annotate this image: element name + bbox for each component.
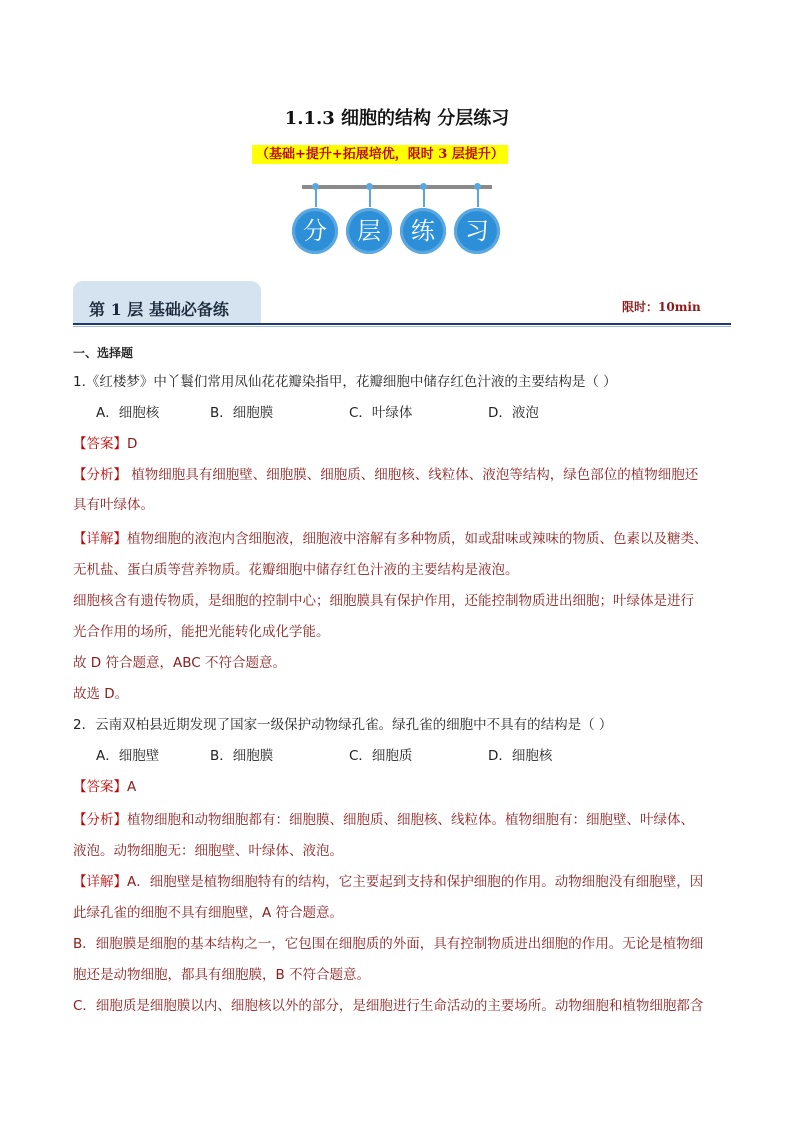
q2-option-a: A．细胞壁 [96,748,160,764]
q1-analysis-cont: 具有叶绿体。 [73,497,154,513]
q1-analysis: 【分析】 植物细胞具有细胞壁、细胞膜、细胞质、细胞核、线粒体、液泡等结构，绿色部位的植物细胞还 [73,467,699,483]
logo-bar [302,185,492,189]
q1-detail-line-5: 故 D 符合题意，ABC 不符合题意。 [73,655,286,671]
q2-option-b: B．细胞膜 [210,748,274,764]
page-title: 1.1.3 细胞的结构 分层练习 [284,108,510,129]
q1-option-a: A．细胞核 [96,405,160,421]
badge-ceng: 层 [346,208,392,254]
q1-detail: 【详解】植物细胞的液泡内含细胞液，细胞液中溶解有多种物质，如或甜味或辣味的物质、色素以及糖类、 [73,531,708,547]
q1-option-c: C．叶绿体 [349,405,413,421]
q1-detail-line-6: 故选 D。 [73,686,129,702]
q1-detail-line-2: 无机盐、蛋白质等营养物质。花瓣细胞中储存红色汁液的主要结构是液泡。 [73,562,519,578]
subtitle-banner: （基础+提升+拓展培优，限时 3 层提升） [252,145,508,164]
question-2-stem: 2．云南双柏县近期发现了国家一级保护动物绿孔雀。绿孔雀的细胞中不具有的结构是（ ） [73,717,613,733]
time-limit: 限时：10min [622,300,701,314]
level-tab-label: 第 1 层 基础必备练 [89,300,229,319]
divider-line-thin [73,326,731,327]
q2-detail-line-3: B．细胞膜是细胞的基本结构之一，它包围在细胞质的外面，具有控制物质进出细胞的作用。无论是植物细 [73,936,704,952]
level-tab [73,281,261,324]
q2-analysis: 【分析】植物细胞和动物细胞都有：细胞膜、细胞质、细胞核、线粒体。植物细胞有：细胞壁、叶绿体、 [73,812,694,828]
question-1-stem: 1.《红楼梦》中丫鬟们常用凤仙花花瓣染指甲，花瓣细胞中储存红色汁液的主要结构是（ ） [73,374,617,390]
q2-option-c: C．细胞质 [349,748,413,764]
q2-detail: 【详解】A．细胞壁是植物细胞特有的结构，它主要起到支持和保护细胞的作用。动物细胞没有细胞壁，因 [73,874,704,890]
q2-detail-line-2: 此绿孔雀的细胞不具有细胞壁，A 符合题意。 [73,905,344,921]
badge-xi: 习 [454,208,500,254]
q1-answer-value: D [127,436,138,452]
q1-detail-line-3: 细胞核含有遗传物质，是细胞的控制中心；细胞膜具有保护作用，还能控制物质进出细胞；叶绿体是进行 [73,593,694,609]
q1-detail-line-4: 光合作用的场所，能把光能转化成化学能。 [73,624,330,640]
q1-answer: 【答案】D [73,436,138,452]
q1-option-d: D．液泡 [488,405,539,421]
q2-option-d: D．细胞核 [488,748,553,764]
section-heading: 一、选择题 [73,346,134,360]
q2-detail-line-4: 胞还是动物细胞，都具有细胞膜，B 不符合题意。 [73,967,371,983]
badge-fen: 分 [292,208,338,254]
badge-lian: 练 [400,208,446,254]
q2-analysis-cont: 液泡。动物细胞无：细胞壁、叶绿体、液泡。 [73,843,343,859]
q2-answer: 【答案】A [73,779,137,795]
q2-answer-value: A [127,779,137,795]
q2-detail-line-5: C．细胞质是细胞膜以内、细胞核以外的部分，是细胞进行生命活动的主要场所。动物细胞和植物细胞都含 [73,998,704,1014]
q1-option-b: B．细胞膜 [210,405,274,421]
divider-line [73,323,731,325]
